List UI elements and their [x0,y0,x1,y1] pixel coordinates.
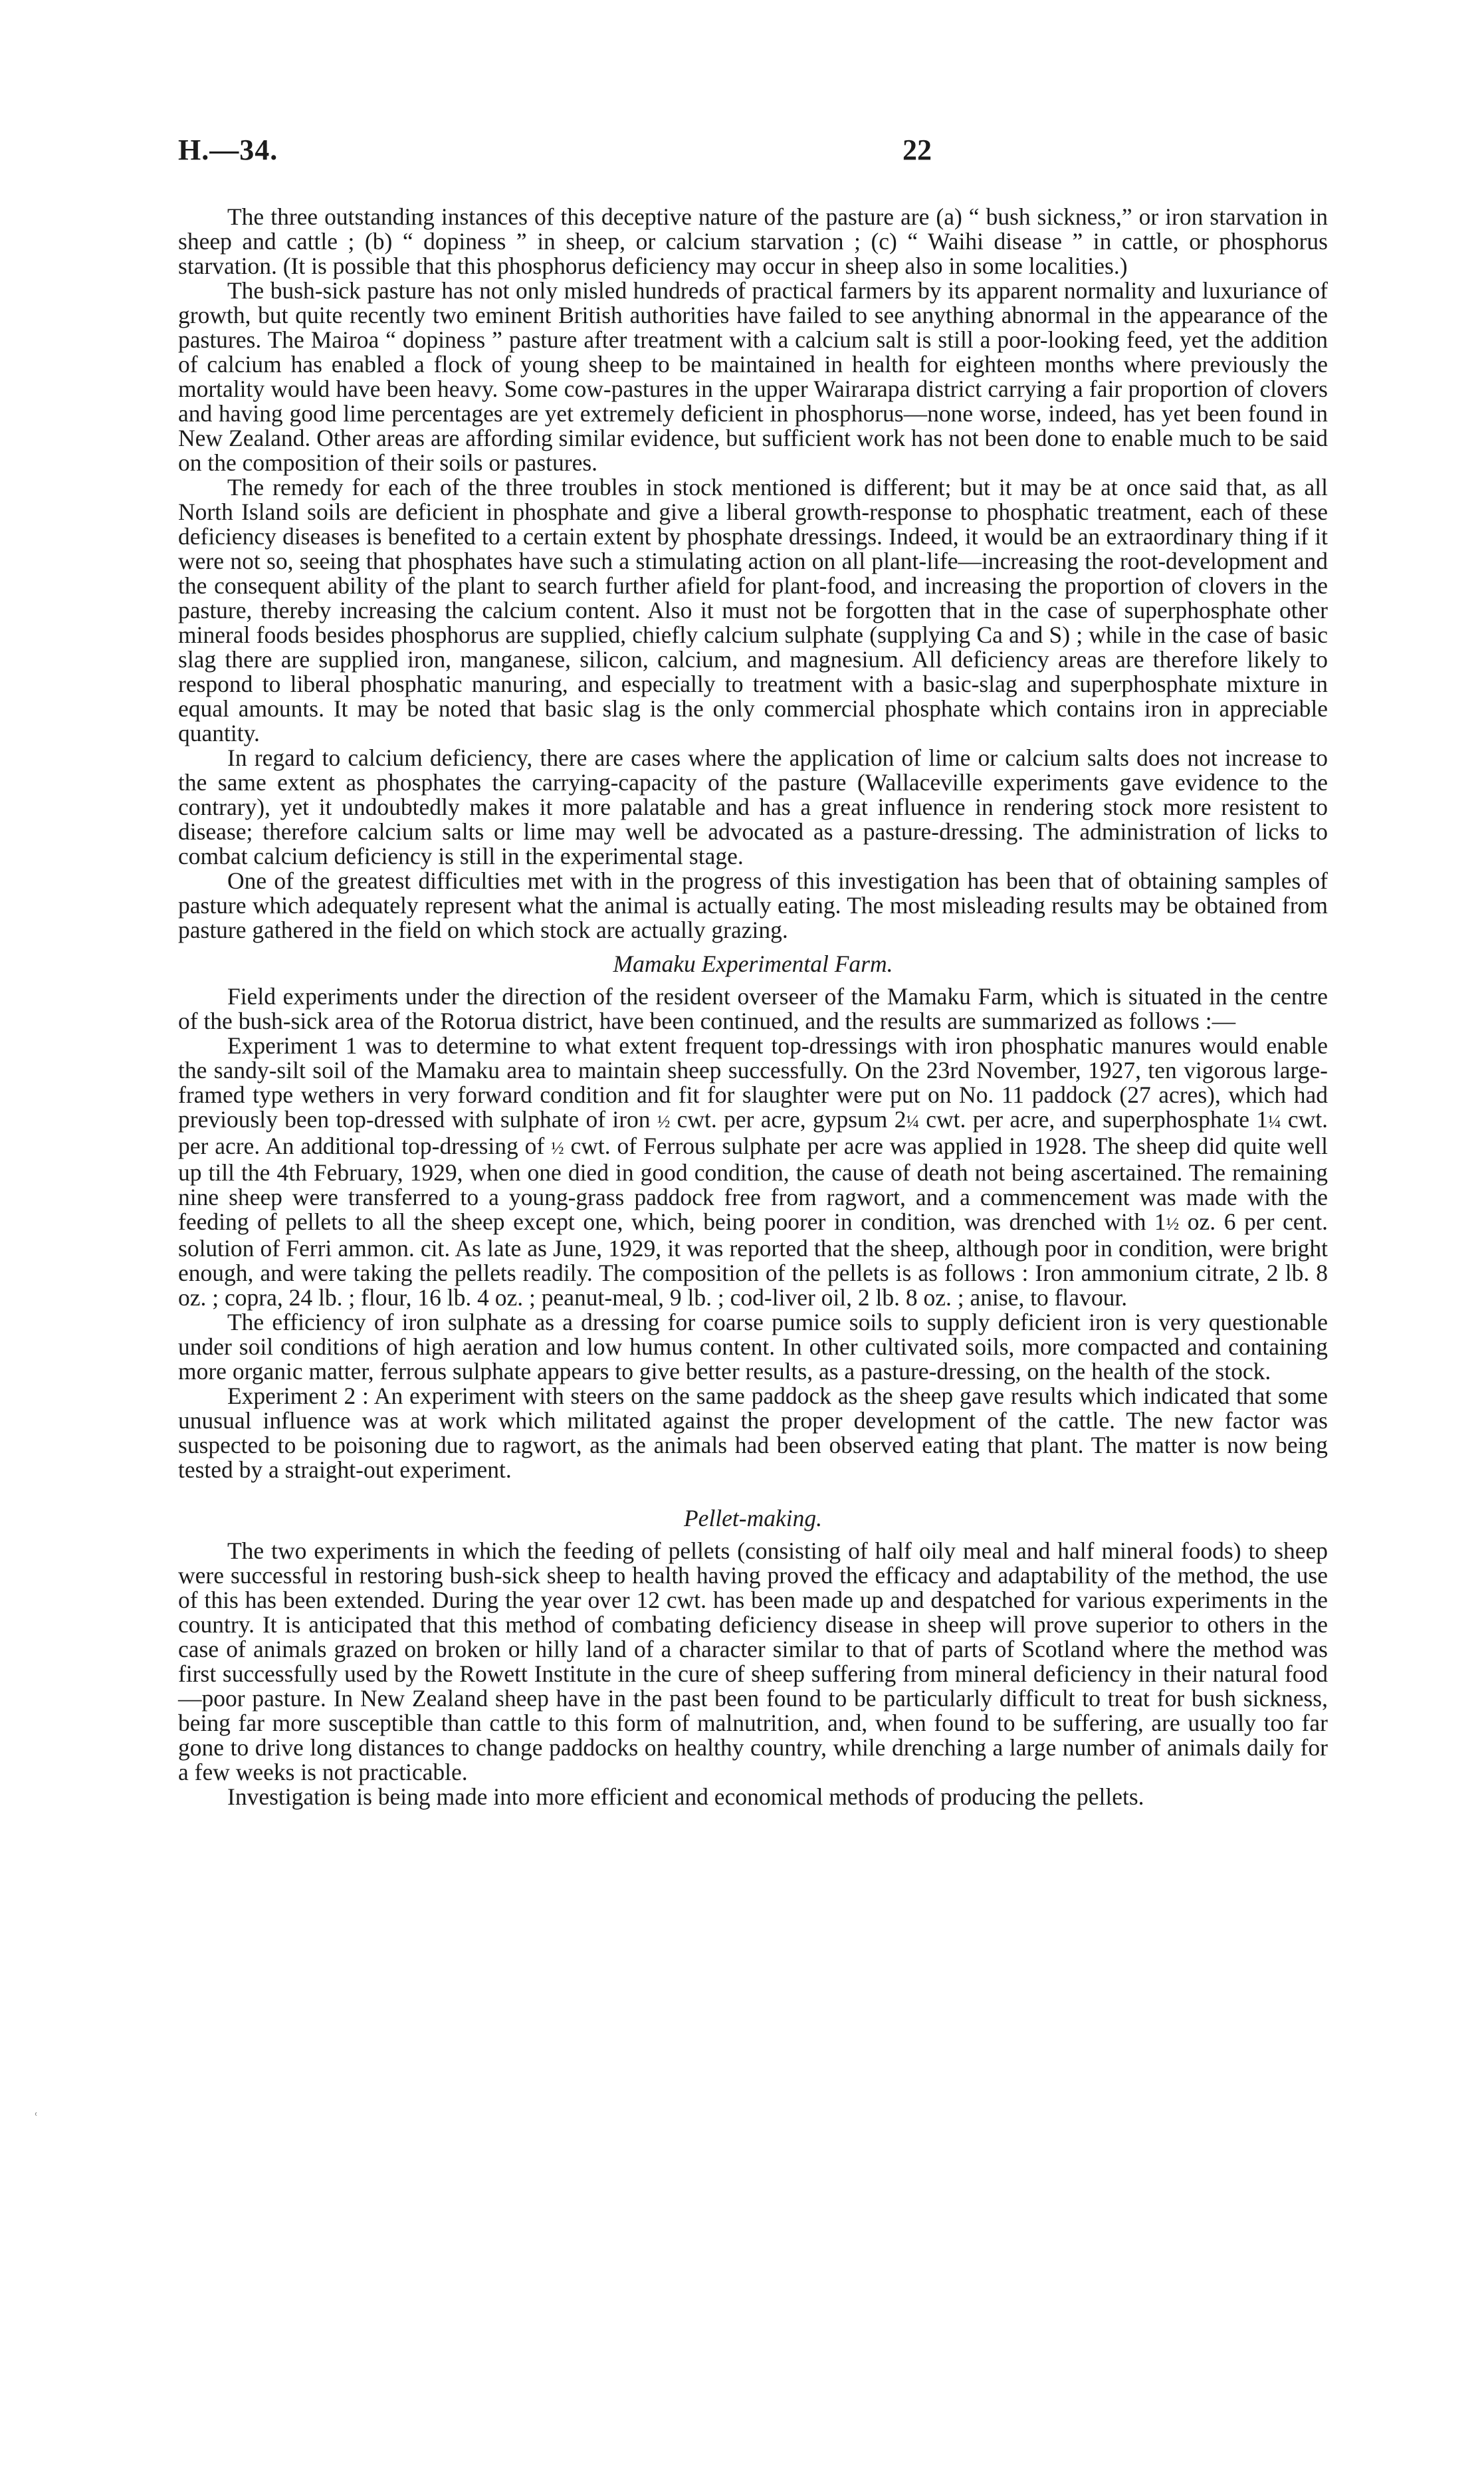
fraction-half: ½ [551,1139,564,1158]
paragraph-experiment-2: Experiment 2 : An experiment with steers on the same paddock as the sheep gave results which indicated that some unusual influence was at work which militated against the proper development of the cattle. The new factor was suspected to be poisoning due to ragwort, as the animals had been observed eating that plant. The matter is now being tested by a straight-out experiment. [178,1383,1328,1483]
report-reference: H.—34. [178,134,278,166]
fraction-quarter: ¼ [1268,1112,1281,1131]
experiment-1-text: oz. 6 per cent. solution of Ferri ammon. cit. As late as June, 1929, it was reported that the sheep, although poor in condition, were bright enough, and were taking the pellets readily. The composition of the pellets is as follows : Iron ammonium citrate, 2 lb. 8 oz. ; copra, 24 lb. ; flour, 16 lb. 4 oz. ; peanut-meal, 9 lb. ; cod-liver oil, 2 lb. 8 oz. ; anise, to flavour. [178,1208,1328,1311]
experiment-1-text: cwt. per acre, and superphosphate 1 [918,1106,1269,1133]
paragraph-bush-sick-pasture: The bush-sick pasture has not only misled hundreds of practical farmers by its apparent normality and luxuriance of growth, but quite recently two eminent British authorities have failed to see anything abnormal in the appearance of the pastures. The Mairoa “ dopiness ” pasture after treatment with a calcium salt is still a poor-looking feed, yet the addition of calcium has enabled a flock of young sheep to be maintained in health for eighteen months where previously the mortality would have been heavy. Some cow-pastures in the upper Wairarapa district carrying a fair proportion of clovers and having good lime percentages are yet extremely deficient in phosphorus—none worse, indeed, has yet been found in New Zealand. Other areas are affording similar evidence, but sufficient work has not been done to enable much to be said on the composition of their soils or pastures. [178,277,1328,476]
experiment-1-text: Experiment 1 was to determine to what extent frequent top-dressings with iron phosphatic manures would enable the sandy-silt soil of the Mamaku area to maintain sheep successfully. On the 23rd November, 1927, ten vigorous large-framed type wethers in very forward condition and fit for slaughter were put on No. 11 paddock (27 acres), which had previously been top-dressed with sulphate of iron [178,1032,1328,1133]
margin-mark: ʿ [33,2111,39,2128]
section-heading-mamaku: Mamaku Experimental Farm. [613,951,893,977]
page-number: 22 [902,134,932,166]
paragraph-iron-sulphate: The efficiency of iron sulphate as a dressing for coarse pumice soils to supply deficient iron is very questionable under soil conditions of high aeration and low humus content. In other cultivated soils, more compacted and containing more organic matter, ferrous sulphate appears to give better results, as a pasture-dressing, on the health of the stock. [178,1309,1328,1385]
paragraph-remedy: The remedy for each of the three troubles in stock mentioned is different; but it may be at once said that, as all North Island soils are deficient in phosphate and give a liberal growth-response to phosphatic treatment, each of these deficiency diseases is benefited to a certain extent by phosphate dressings. Indeed, it would be an extraordinary thing if it were not so, seeing that phosphates have such a stimulating action on all plant-life—increasing the root-development and the consequent ability of the plant to search further afield for plant-food, and increasing the proportion of clovers in the pasture, thereby increasing the calcium content. Also it must not be forgotten that in the case of superphosphate other mineral foods besides phosphorus are supplied, chiefly calcium sulphate (supplying Ca and S) ; while in the case of basic slag there are supplied iron, manganese, silicon, calcium, and magnesium. All deficiency areas are therefore likely to respond to liberal phosphatic manuring, and especially to treatment with a basic-slag and superphosphate mixture in equal amounts. It may be noted that basic slag is the only commercial phosphate which contains iron in appreciable quantity. [178,474,1328,746]
page-header [178,133,1334,179]
fraction-half: ½ [657,1112,671,1131]
experiment-1-text: cwt. of Ferrous sulphate per acre was applied in 1928. The sheep did quite well up till the 4th February, 1929, when one died in good condition, the cause of death not being ascertained. The remaining nine sheep were transferred to a young-grass paddock free from ragwort, and a commencement was made with the feeding of pellets to all the sheep except one, which, being poorer in condition, was drenched with 1 [178,1133,1328,1235]
paragraph-experiment-1 [178,1034,1328,1310]
experiment-1-text: cwt. per acre, gypsum 2 [670,1106,906,1133]
fraction-half: ½ [1166,1214,1180,1234]
paragraph-deceptive-pasture: The three outstanding instances of this deceptive nature of the pasture are (a) “ bush sickness,” or iron starvation in sheep and cattle ; (b) “ dopiness ” in sheep, or calcium starvation ; (c) “ Waihi disease ” in cattle, or phosphorus starvation. (It is possible that this phosphorus deficiency may occur in sheep also in some localities.) [178,203,1328,279]
paragraph-calcium-deficiency: In regard to calcium deficiency, there are cases where the application of lime or calcium salts does not increase to the same extent as phosphates the carrying-capacity of the pasture (Wallaceville experiments gave evidence to the contrary), yet it undoubtedly makes it more palatable and has a great influence in rendering stock more resistent to disease; therefore calcium salts or lime may well be advocated as a pasture-dressing. The administration of licks to combat calcium deficiency is still in the experimental stage. [178,744,1328,869]
fraction-quarter: ¼ [906,1112,919,1131]
paragraph-sampling-difficulties: One of the greatest difficulties met with in the progress of this investigation has been that of obtaining samples of pasture which adequately represent what the animal is actually eating. The most misleading results may be obtained from pasture gathered in the field on which stock are actually grazing. [178,867,1328,943]
document-body [178,205,1328,1809]
experiment-1-text: cwt. per acre. An additional top-dressing of [178,1106,1328,1159]
paragraph-pellet-feeding: The two experiments in which the feeding of pellets (consisting of half oily meal and half mineral foods) to sheep were successful in restoring bush-sick sheep to health having proved the efficacy and adaptability of the method, the use of this has been extended. During the year over 12 cwt. has been made up and despatched for various experiments in the country. It is anticipated that this method of combating deficiency disease in sheep will prove superior to others in the case of animals grazed on broken or hilly land of a character similar to that of parts of Scotland where the method was first successfully used by the Rowett Institute in the cure of sheep suffering from mineral deficiency in their natural food—poor pasture. In New Zealand sheep have in the past been found to be particularly difficult to treat for bush sickness, being far more susceptible than cattle to this form of malnutrition, and, when found to be suffering, are usually too far gone to drive long distances to change paddocks on healthy country, while drenching a large number of animals daily for a few weeks is not practicable. [178,1537,1328,1785]
paragraph-field-experiments: Field experiments under the direction of the resident overseer of the Mamaku Farm, which is situated in the centre of the bush-sick area of the Rotorua district, have been continued, and the results are summarized as follows :— [178,983,1328,1034]
section-heading-pellet-making: Pellet-making. [684,1505,822,1531]
paragraph-pellet-investigation: Investigation is being made into more efficient and economical methods of producing the pellets. [227,1783,1144,1810]
